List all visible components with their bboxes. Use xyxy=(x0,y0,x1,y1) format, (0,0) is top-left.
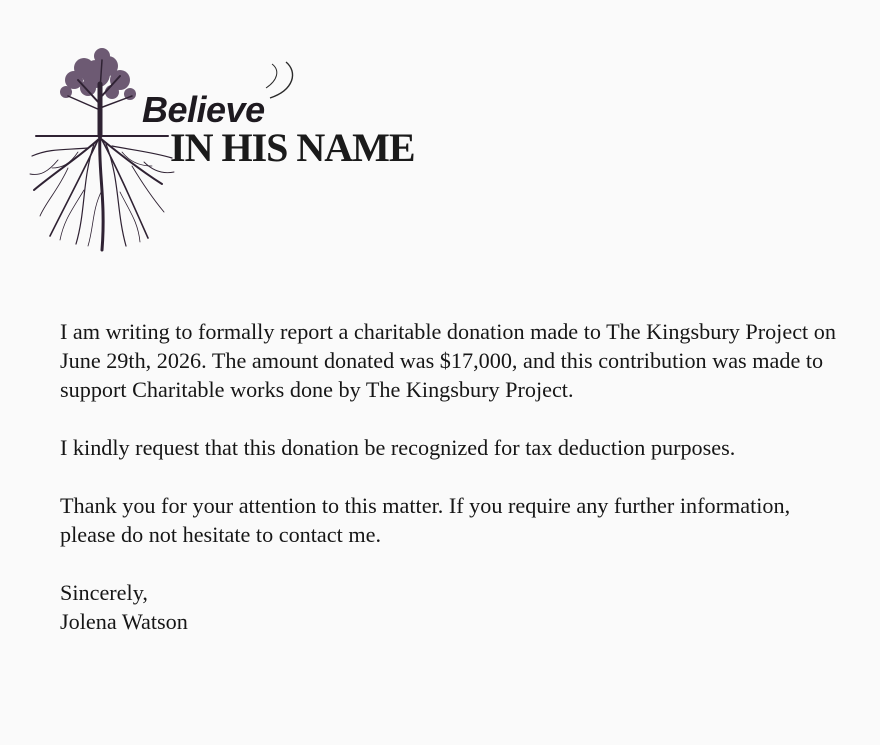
tree-roots-icon xyxy=(28,40,178,255)
letter-paragraph-donation: I am writing to formally report a charitable donation made to The Kingsbury Project on June 29th, 2026. The amount donated was $17,000, and this contribution was made to support Charitable works done by The Kingsbury Project. xyxy=(60,319,836,402)
letter-paragraph-request: I kindly request that this donation be recognized for tax deduction purposes. xyxy=(60,435,736,460)
closing-salutation: Sincerely, xyxy=(60,580,148,605)
organization-logo xyxy=(28,40,468,255)
letter-body xyxy=(60,317,850,636)
swirl-icon xyxy=(264,58,304,103)
logo-tagline-in-his-name: IN HIS NAME xyxy=(170,125,415,170)
letter-paragraph-thanks: Thank you for your attention to this matter. If you require any further information, please do not hesitate to contact me. xyxy=(60,493,791,547)
letter-closing xyxy=(60,578,850,636)
signature-name: Jolena Watson xyxy=(60,609,188,634)
logo-tagline-believe: Believe xyxy=(142,89,265,130)
